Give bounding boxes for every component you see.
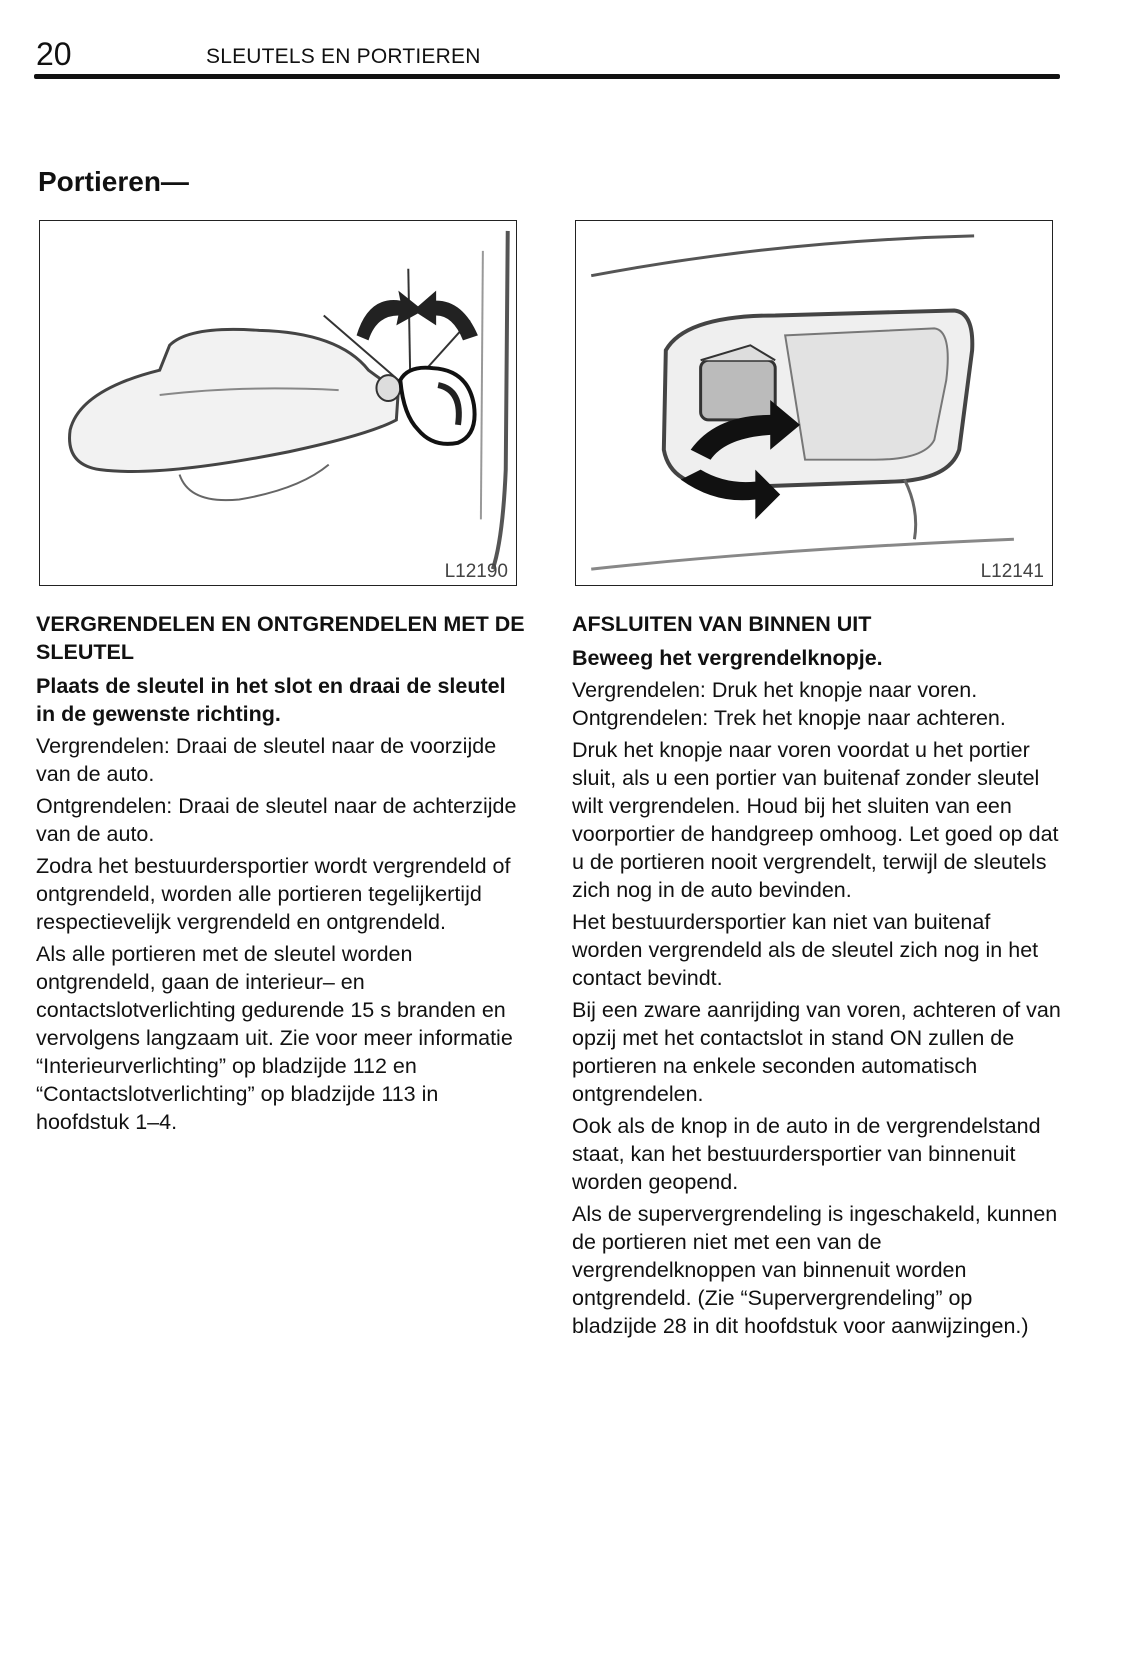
paragraph: Ook als de knop in de auto in de vergrendelstand staat, kan het bestuurdersportier van binnenuit worden geopend. (572, 1114, 1041, 1194)
paragraph: Zodra het bestuurdersportier wordt vergrendeld of ontgrendeld, worden alle portieren tegelijkertijd respectievelijk vergrendeld en ontgrendeld. (36, 854, 511, 934)
section-heading: AFSLUITEN VAN BINNEN UIT (572, 612, 872, 636)
paragraph: Vergrendelen: Draai de sleutel naar de voorzijde van de auto. (36, 734, 497, 786)
figure-outside-handle (39, 220, 517, 586)
paragraph: Vergrendelen: Druk het knopje naar voren. (572, 678, 978, 702)
inside-door-lock-knob-illustration (576, 221, 1052, 585)
section-title: Portieren— (38, 166, 189, 197)
paragraph: Ontgrendelen: Trek het knopje naar achteren. (572, 706, 1006, 730)
left-column (36, 610, 526, 1140)
figure-inside-knob (575, 220, 1053, 586)
paragraph: Als de supervergrendeling is ingeschakeld, kunnen de portieren niet met een van de vergrendelknoppen van binnenuit worden ontgrendeld. (Zie “Supervergrendeling” op bladzijde 28 in dit hoofdstuk voor aanwijzingen.) (572, 1202, 1058, 1338)
paragraph: Druk het knopje naar voren voordat u het portier sluit, als u een portier van buitenaf zonder sleutel wilt vergrendelen. Houd bij het sluiten van een voorportier de handgreep omhoog. Let goed op dat u de portieren nooit vergrendelt, terwijl de sleutels zich nog in de auto bevinden. (572, 738, 1059, 902)
figure-code: L12190 (444, 561, 508, 582)
right-column (572, 610, 1062, 1344)
paragraph: Het bestuurdersportier kan niet van buitenaf worden vergrendeld als de sleutel zich nog in het contact bevindt. (572, 910, 1039, 990)
page-number: 20 (36, 36, 72, 72)
instruction: Beweeg het vergrendelknopje. (572, 646, 883, 670)
paragraph: Als alle portieren met de sleutel worden ontgrendeld, gaan de interieur– en contactslotverlichting gedurende 15 s branden en vervolgens langzaam uit. Zie voor meer informatie “Interieurverlichting” op bladzijde 112 en “Contactslotverlichting” op bladzijde 113 in hoofdstuk 1–4. (36, 942, 513, 1134)
section-heading: VERGRENDELEN EN ONTGRENDELEN MET DE SLEUTEL (36, 612, 525, 664)
paragraph: Bij een zware aanrijding van voren, achteren of van opzij met het contactslot in stand ON zullen de portieren na enkele seconden automatisch ontgrendelen. (572, 998, 1061, 1106)
paragraph: Ontgrendelen: Draai de sleutel naar de achterzijde van de auto. (36, 794, 517, 846)
outside-door-handle-key-lock-illustration (40, 221, 516, 585)
header-rule (34, 74, 1060, 79)
running-title: SLEUTELS EN PORTIEREN (206, 45, 481, 68)
instruction: Plaats de sleutel in het slot en draai de sleutel in de gewenste richting. (36, 674, 506, 726)
figure-code: L12141 (980, 561, 1044, 582)
